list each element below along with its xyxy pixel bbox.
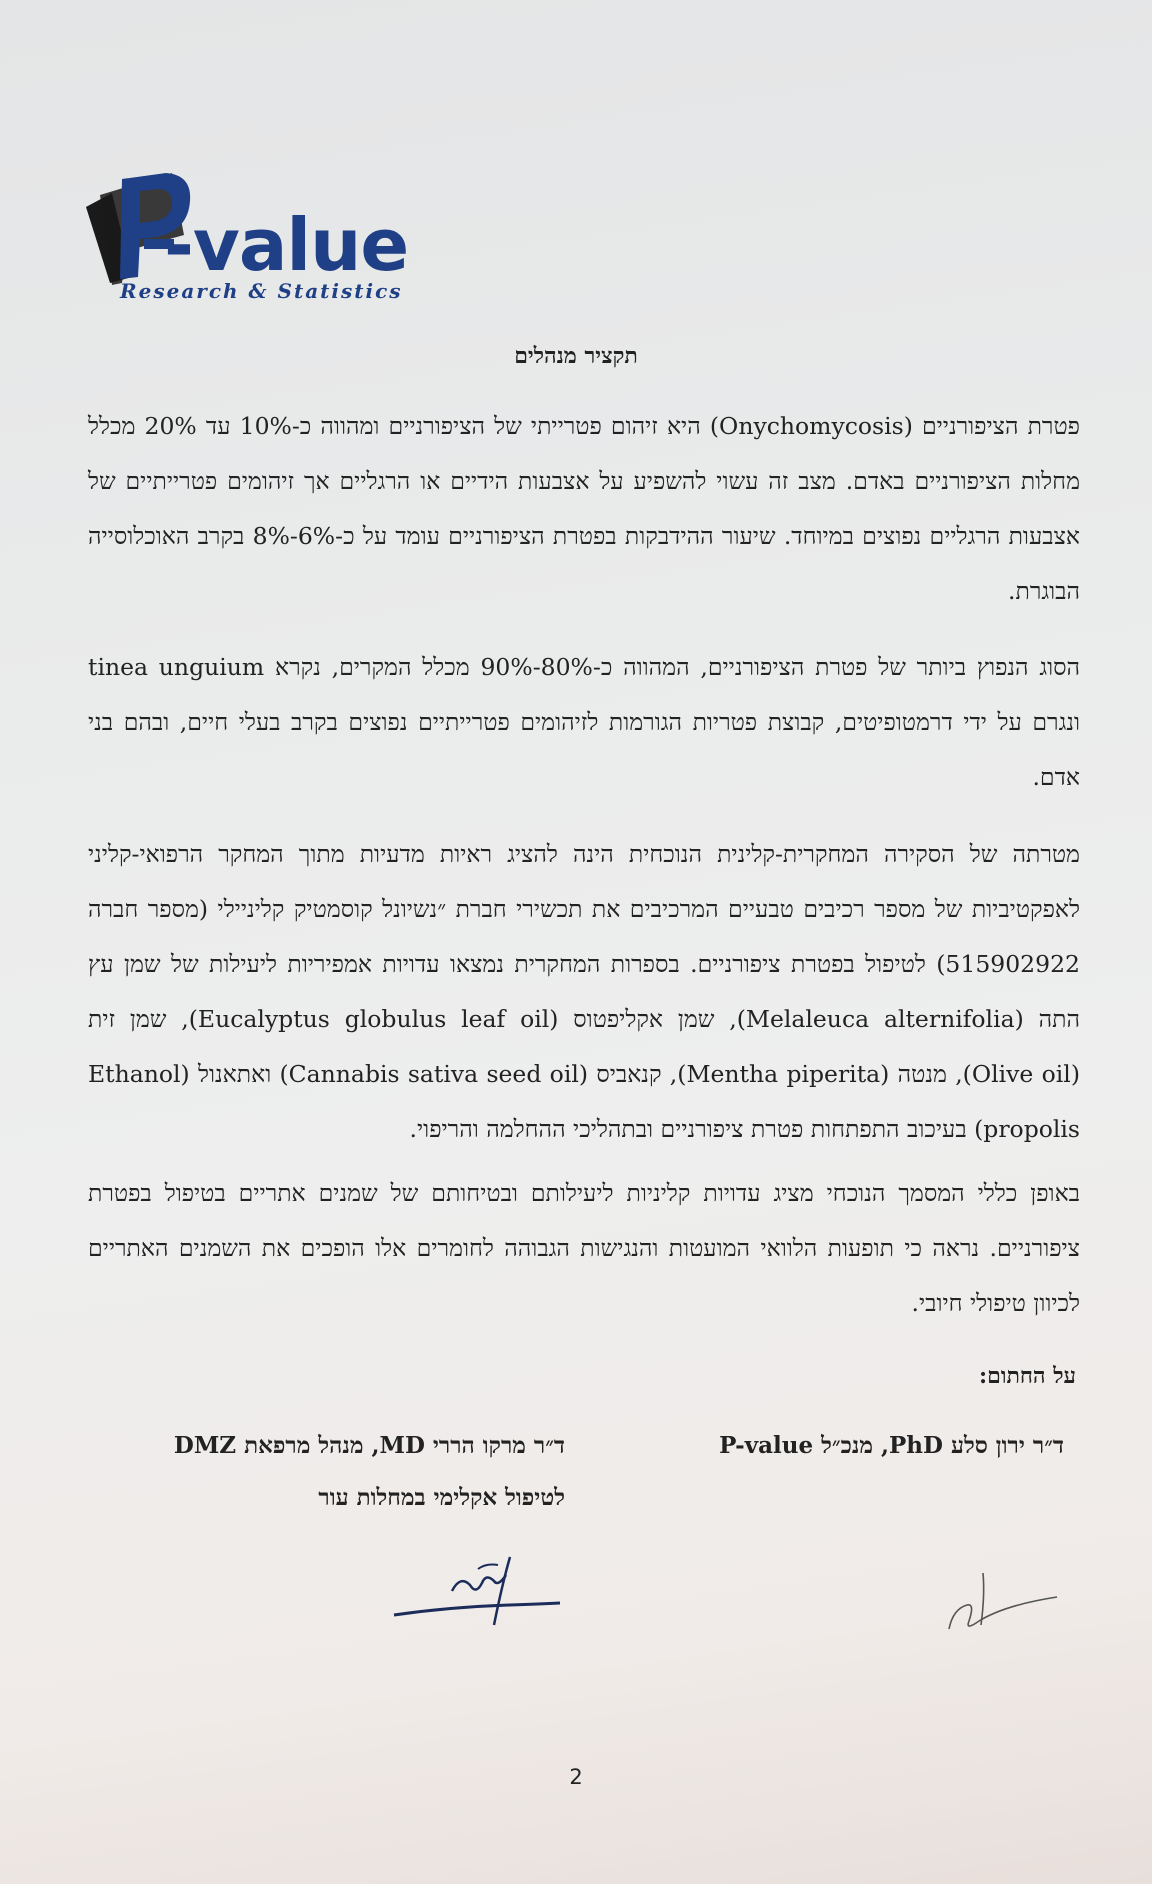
paragraph-onychomycosis: פטרת הציפורניים (Onychomycosis) היא זיהום פטרייתי של הציפורניים ומהווה כ-10% עד 20% מכלל מחלות הציפורניים באדם. מצב זה עשוי להשפיע על אצבעות הידיים או הרגליים אך זיהומים פטרייתיים של אצבעות הרגליים נפוצים במיוחד. שיעור ההידבקות בפטרת הציפורניים עומד על כ-6%-8% בקרב האוכלוסייה הבוגרת.: [88, 412, 1080, 605]
handwritten-signature-ceo: [945, 1565, 1065, 1645]
paragraph-research-purpose: מטרתה של הסקירה המחקרית-קלינית הנוכחית הינה להציג ראיות מדעיות מתוך המחקר הרפואי-קליני לאפקטיביות של מספר רכיבים טבעיים המרכיבים את תכשירי חברת ״נשיונל קוסמטיק קליניילי (מספר חברה 515902922) לטיפול בפטרת ציפורניים. בספרות המחקרית נמצאו עדויות אמפיריות ליעילות של שמן עץ התה (Melaleuca alternifolia), שמן אקליפטוס (Eucalyptus globulus leaf oil), שמן זית (Olive oil), מנטה (Mentha piperita), קנאביס (Cannabis sativa seed oil) ואתאנול (Ethanol propolis) בעיכוב התפתחות פטרת ציפורניים ובתהליכי ההחלמה והריפוי.: [88, 840, 1080, 1143]
page-number: 2: [569, 1765, 583, 1789]
logo-tagline: Research & Statistics: [120, 279, 403, 303]
signature-heading: על החתום:: [979, 1363, 1076, 1389]
signatory-physician-title: ד״ר מרקו הררי MD, מנהל מרפאת DMZ: [173, 1432, 565, 1459]
pvalue-logo: [80, 165, 410, 315]
page-title: תקציר מנהלים: [514, 343, 638, 369]
paragraph-tinea-unguium: הסוג הנפוץ ביותר של פטרת הציפורניים, המהווה כ-80%-90% מכלל המקרים, נקרא tinea unguium ונגרם על ידי דרמטופיטים, קבוצת פטריות הגורמות לזיהומים פטרייתיים נפוצים בקרב בעלי חיים, ובהם בני אדם.: [88, 653, 1081, 791]
signatory-physician-subtitle: לטיפול אקלימי במחלות עור: [318, 1484, 565, 1511]
signatory-physician: [105, 1420, 565, 1524]
paragraph-conclusion: באופן כללי המסמך הנוכחי מציג עדויות קליניות ליעילותם ובטיחותם של שמנים אתריים בטיפול בפטרת ציפורניים. נראה כי תופעות הלוואי המועטות והנגישות הגבוהה לחומרים אלו הופכים את השמנים האתריים לכיוון טיפולי חיובי.: [88, 1179, 1080, 1317]
signatory-ceo: ד״ר ירון סלע PhD, מנכ״ל P-value: [719, 1432, 1064, 1459]
handwritten-signature-physician: [390, 1545, 570, 1635]
logo-wordmark: -value: [164, 203, 409, 287]
